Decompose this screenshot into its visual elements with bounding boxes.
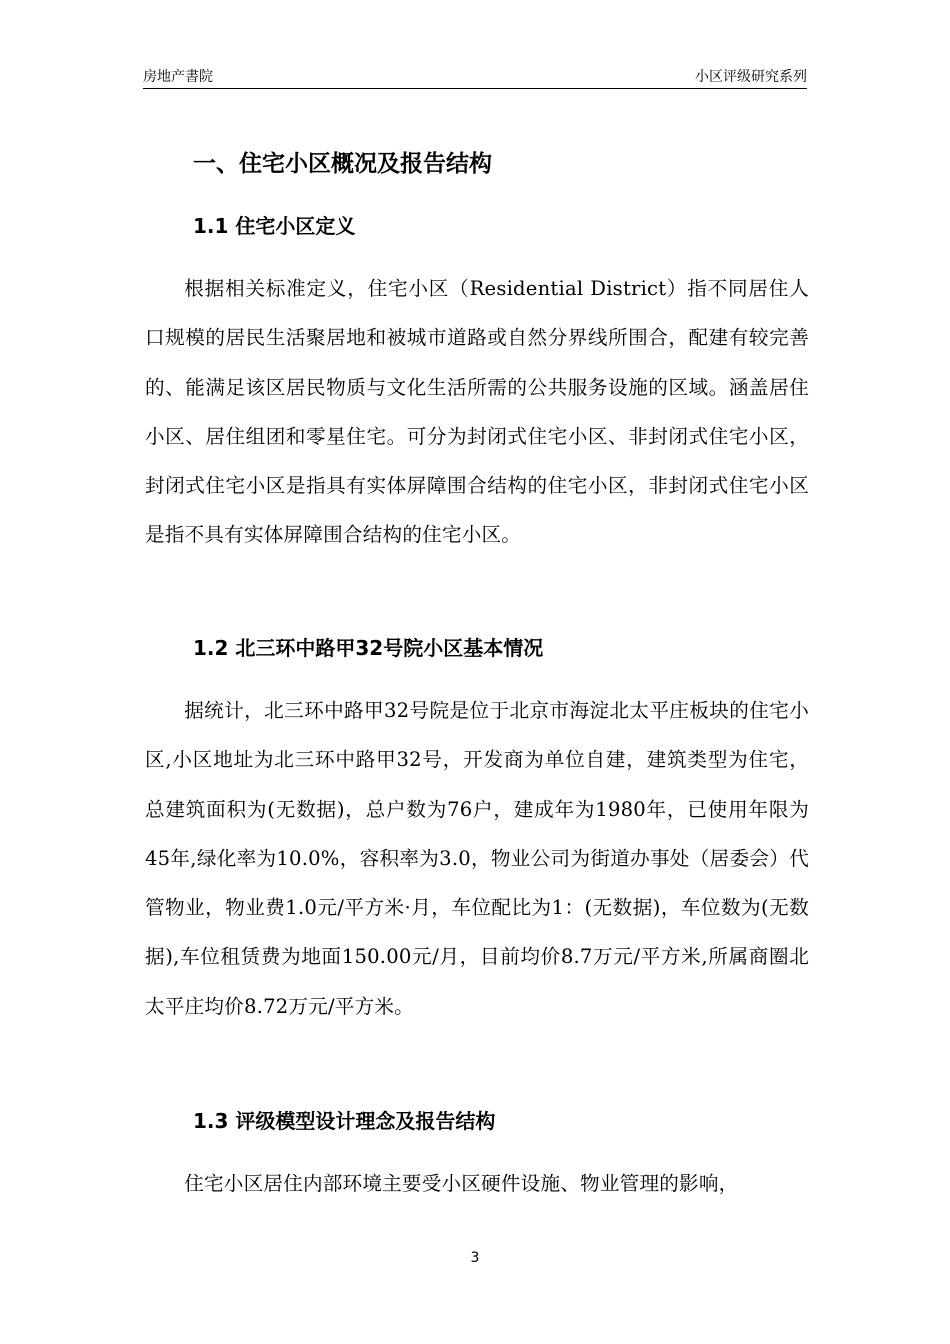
header-publisher: 房地产書院 <box>143 69 213 85</box>
paragraph-basic-info: 据统计，北三环中路甲32号院是位于北京市海淀北太平庄板块的住宅小区,小区地址为北三环中路甲32号，开发商为单位自建，建筑类型为住宅，总建筑面积为(无数据)，总户数为76户，建成年为1980年，已使用年限为45年,绿化率为10.0%，容积率为3.0，物业公司为街道办事处（居委会）代管物业，物业费1.0元/平方米·月，车位配比为1：(无数据)，车位数为(无数据),车位租赁费为地面150.00元/月，目前均价8.7万元/平方米,所属商圈北太平庄均价8.72万元/平方米。 <box>145 699 809 1018</box>
page-header <box>143 68 807 89</box>
paragraph-model-design: 住宅小区居住内部环境主要受小区硬件设施、物业管理的影响， <box>184 1172 739 1195</box>
section-title: 一、住宅小区概况及报告结构 <box>193 151 492 177</box>
paragraph-definition: 根据相关标准定义，住宅小区（Residential District）指不同居住人口规模的居民生活聚居地和被城市道路或自然分界线所围合，配建有较完善的、能满足该区居民物质与文化生活所需的公共服务设施的区域。涵盖居住小区、居住组团和零星住宅。可分为封闭式住宅小区、非封闭式住宅小区，封闭式住宅小区是指具有实体屏障围合结构的住宅小区，非封闭式住宅小区是指不具有实体屏障围合结构的住宅小区。 <box>145 277 809 547</box>
header-series-title: 小区评级研究系列 <box>695 69 807 85</box>
subsection-heading-1-3: 1.3 评级模型设计理念及报告结构 <box>193 1109 496 1133</box>
subsection-heading-1-1: 1.1 住宅小区定义 <box>193 214 356 238</box>
page-number: 3 <box>470 1250 480 1266</box>
subsection-heading-1-2: 1.2 北三环中路甲32号院小区基本情况 <box>193 636 544 660</box>
